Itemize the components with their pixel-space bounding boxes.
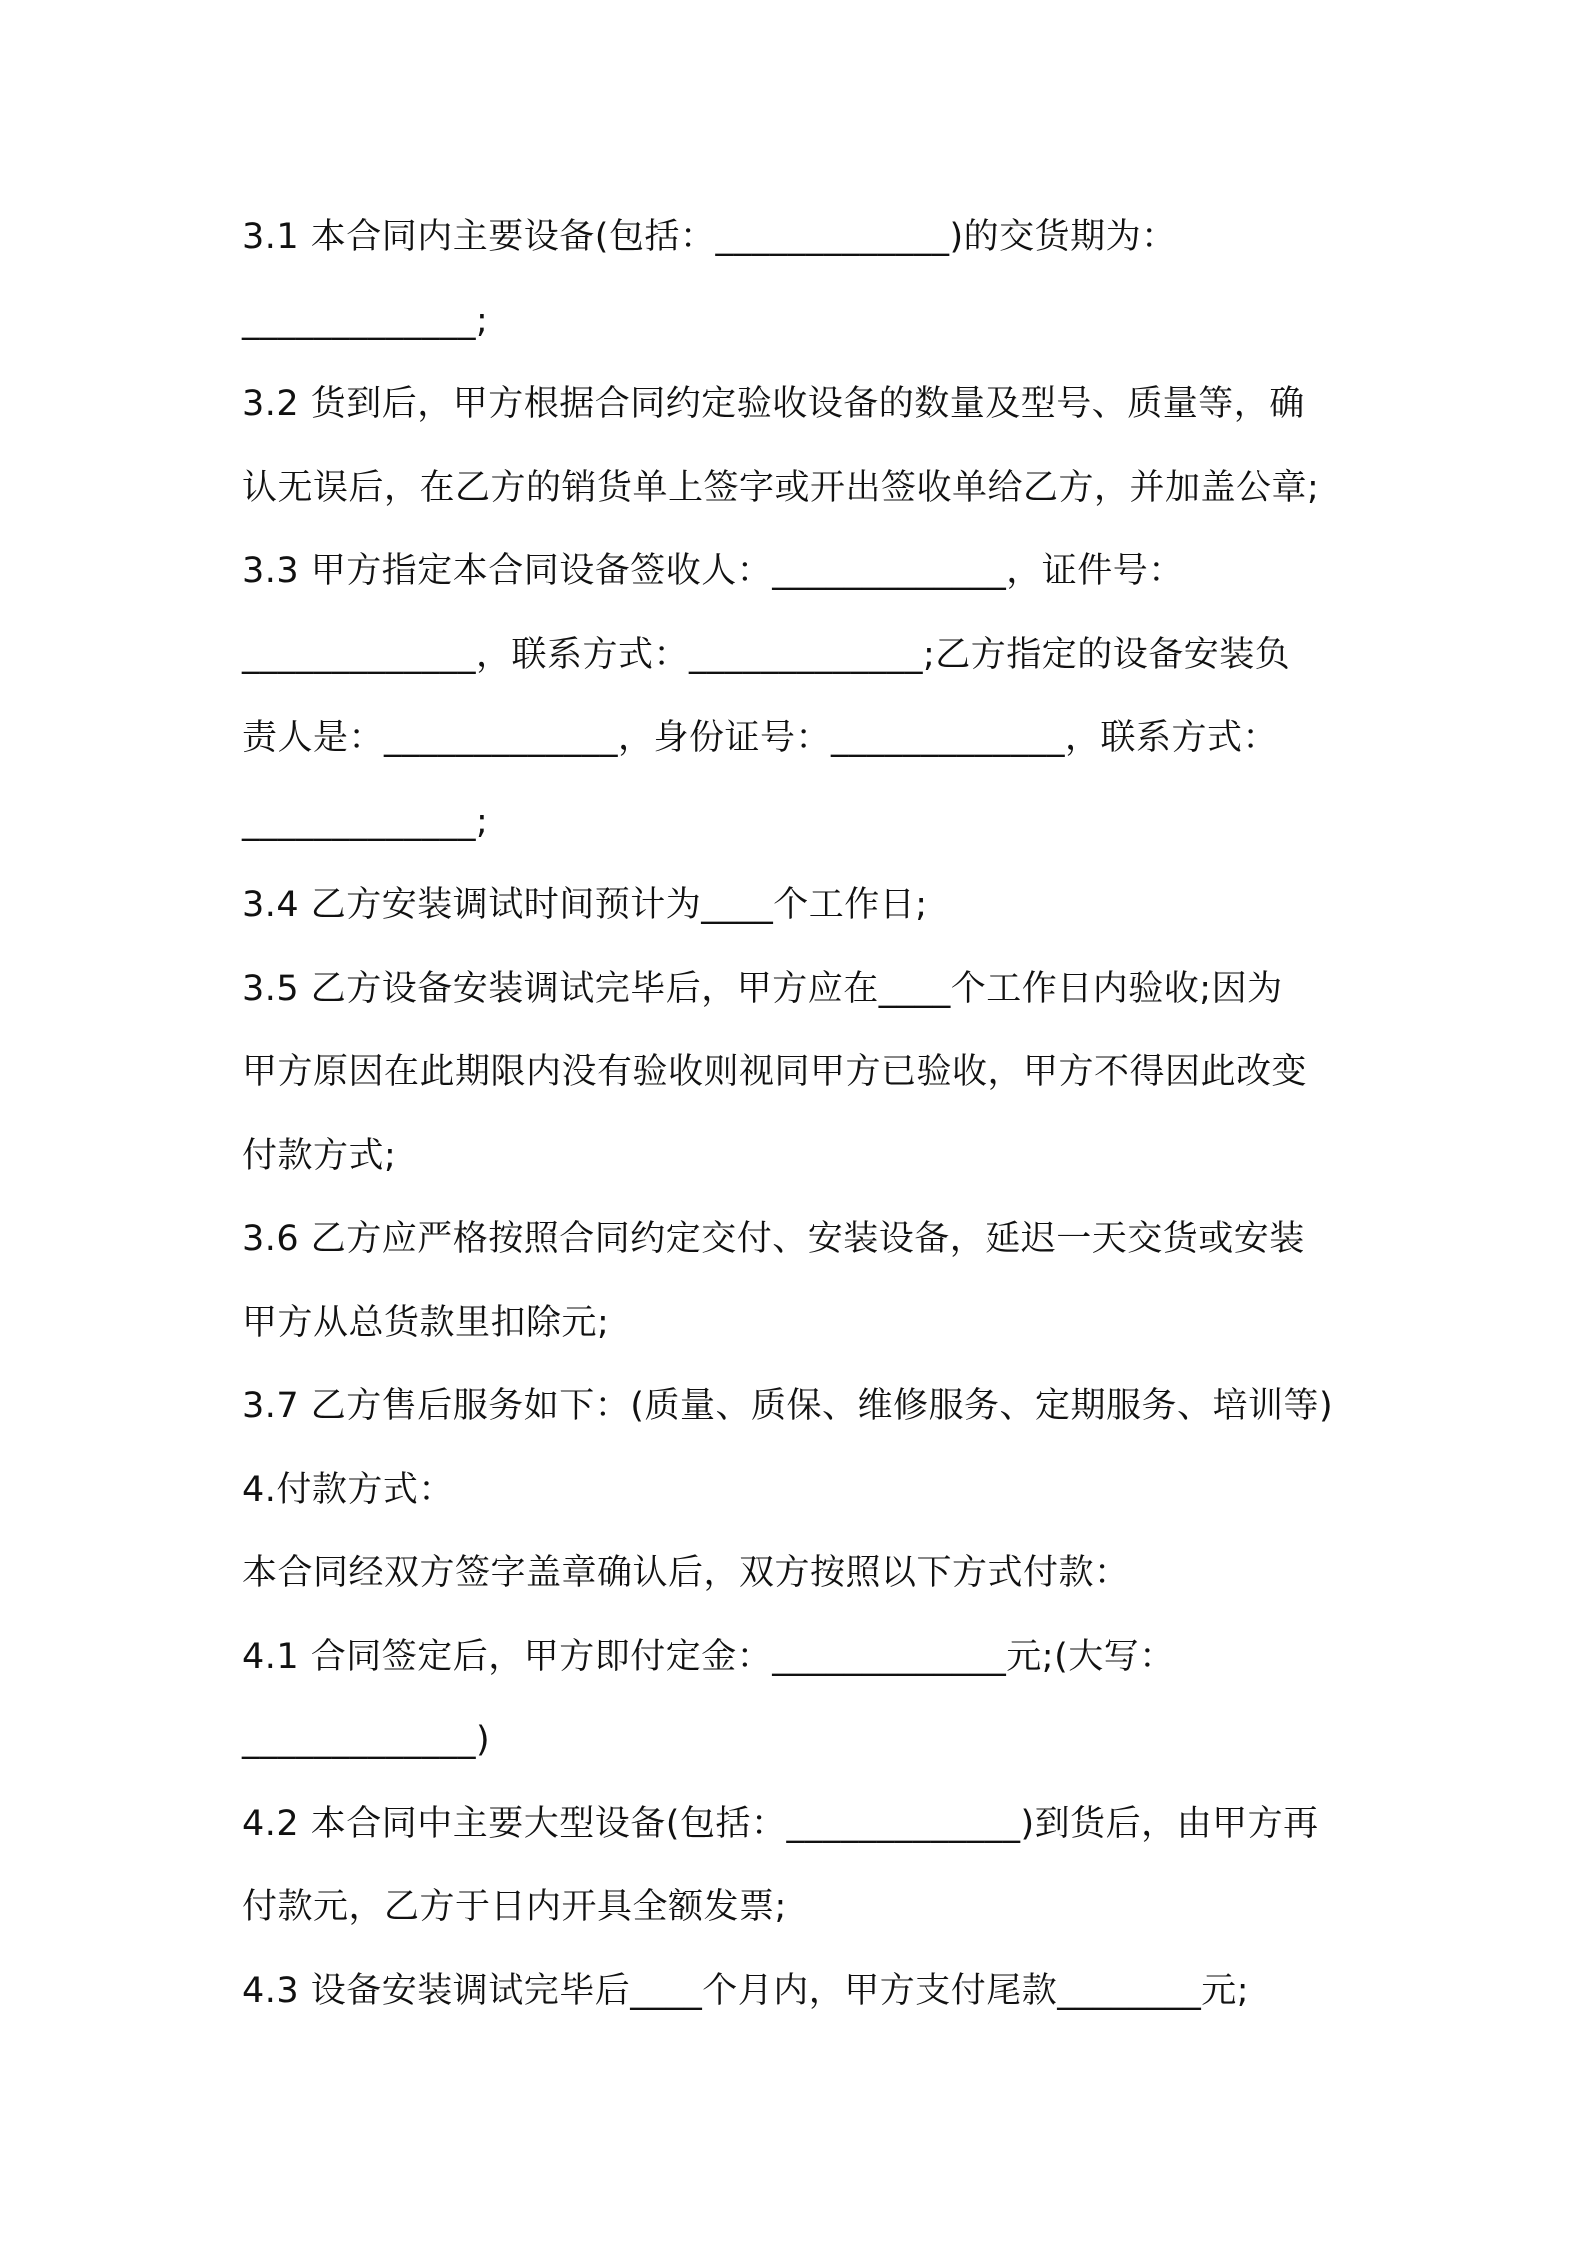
text-line-3-3-d: _____________; <box>242 801 489 842</box>
text-line-3-4: 3.4 乙方安装调试时间预计为____个工作日; <box>242 885 928 925</box>
text-line-4-2-b: 付款元，乙方于日内开具全额发票; <box>242 1887 787 1927</box>
text-line-3-3-c: 责人是：_____________，身份证号：_____________，联系方式： <box>242 718 1279 758</box>
text-line-3-3-b: _____________，联系方式：_____________;乙方指定的设备安装负 <box>242 634 1291 675</box>
text-line-4-3: 4.3 设备安装调试完毕后____个月内，甲方支付尾款________元; <box>242 1970 1250 2011</box>
text-line-3-6-b: 甲方从总货款里扣除元; <box>242 1302 610 1343</box>
text-line-3-2-a: 3.2 货到后，甲方根据合同约定验收设备的数量及型号、质量等，确 <box>242 384 1305 424</box>
contract-text <box>242 196 1362 2033</box>
text-line-3-1-a: 3.1 本合同内主要设备(包括：_____________)的交货期为： <box>242 217 1177 257</box>
text-line-4-1-b: _____________) <box>242 1720 491 1760</box>
text-line-3-3-a: 3.3 甲方指定本合同设备签收人：_____________，证件号： <box>242 551 1184 591</box>
text-line-3-2-b: 认无误后，在乙方的销货单上签字或开出签收单给乙方，并加盖公章; <box>242 467 1320 508</box>
text-line-3-5-b: 甲方原因在此期限内没有验收则视同甲方已验收，甲方不得因此改变 <box>242 1052 1308 1092</box>
text-line-4-2-a: 4.2 本合同中主要大型设备(包括：_____________)到货后，由甲方再 <box>242 1803 1319 1844</box>
section-heading-payment: 4.付款方式： <box>242 1469 454 1510</box>
text-line-3-5-a: 3.5 乙方设备安装调试完毕后，甲方应在____个工作日内验收;因为 <box>242 968 1283 1009</box>
text-line-3-6-a: 3.6 乙方应严格按照合同约定交付、安装设备，延迟一天交货或安装 <box>242 1219 1305 1259</box>
text-line-3-5-c: 付款方式; <box>242 1135 397 1176</box>
text-line-4-1-a: 4.1 合同签定后，甲方即付定金：_____________元;(大写： <box>242 1636 1175 1677</box>
text-line-3-1-b: _____________; <box>242 300 489 341</box>
text-line-3-7: 3.7 乙方售后服务如下：(质量、质保、维修服务、定期服务、培训等) <box>242 1386 1334 1426</box>
text-line-payment-intro: 本合同经双方签字盖章确认后，双方按照以下方式付款： <box>242 1553 1130 1593</box>
